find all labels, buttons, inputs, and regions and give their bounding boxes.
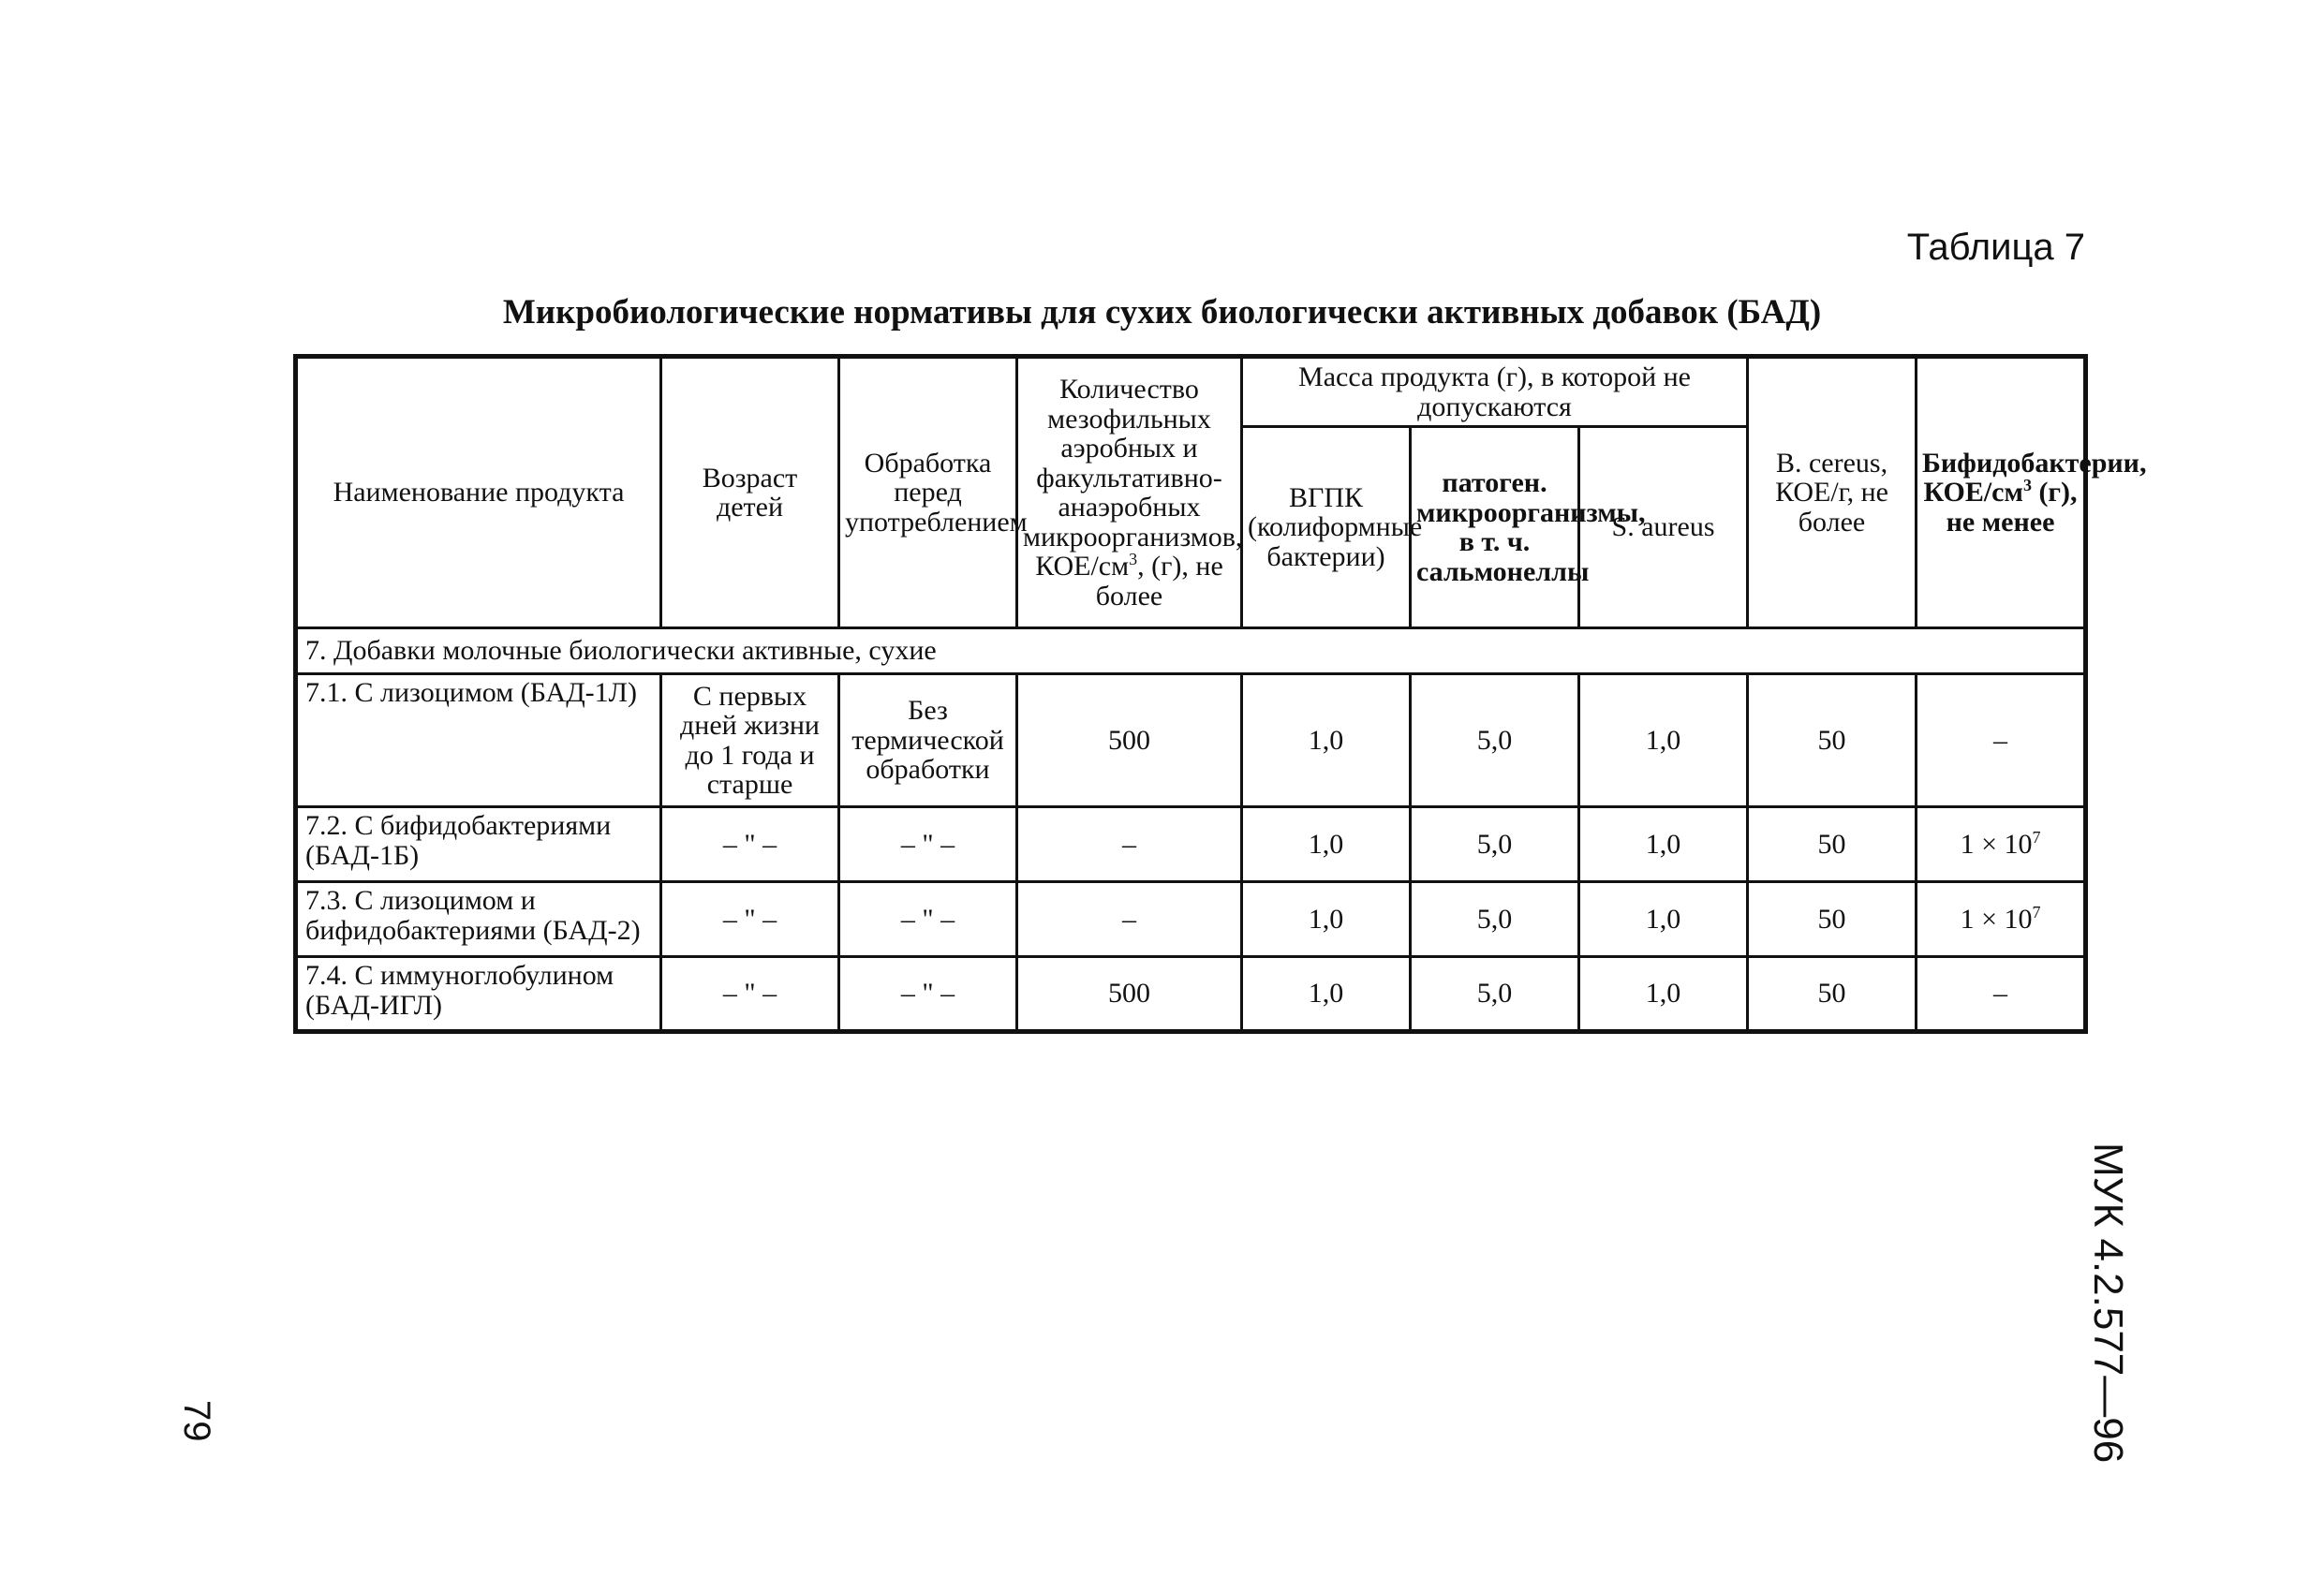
table-row [296,807,2086,882]
header-bifido-tail: (г), не менее [1946,477,2078,538]
header-b-cereus: B. cereus, КОЕ/г, не более [1748,357,1917,628]
header-children-age: Возраст детей [661,357,839,628]
table-number-label: Таблица 7 [1906,227,2085,268]
header-mass-group: Масса продукта (г), в которой не допускаются [1242,357,1748,427]
cell-bifido-exp: 7 [2032,902,2041,921]
cell-s-aureus: 1,0 [1579,882,1748,957]
standards-table [293,354,2147,1034]
header-coliform: ВГПК (колиформные бактерии) [1242,427,1411,628]
cell-pathogens: 5,0 [1411,957,1579,1032]
cell-treatment: – " – [839,807,1017,882]
standards-table-container [293,354,2147,1034]
cell-mesophilic: – [1017,882,1242,957]
header-bifidobacteria [1917,357,2147,628]
cell-b-cereus: 50 [1748,957,1917,1032]
cell-product-name: 7.1. С лизоцимом (БАД-1Л) [296,674,661,807]
header-mesophilic-count [1017,357,1242,628]
cell-bifido [1917,882,2086,957]
table-row [296,882,2086,957]
cell-treatment: Без термической обработки [839,674,1017,807]
header-bifido-text: Бифидобактерии, КОЕ/см [1922,447,2147,509]
cell-bifido [1917,957,2086,1032]
cell-bifido-exp: 7 [2032,827,2041,847]
cell-coliform: 1,0 [1242,674,1411,807]
header-product-name: Наименование продукта [296,357,661,628]
header-pathogens: патоген. микроорганизмы, в т. ч. сальмонеллы [1411,427,1579,628]
cell-coliform: 1,0 [1242,957,1411,1032]
cell-product-name: 7.4. С иммуноглобулином (БАД-ИГЛ) [296,957,661,1032]
cell-bifido [1917,674,2086,807]
header-treatment: Обработка перед употреблением [839,357,1017,628]
cell-pathogens: 5,0 [1411,882,1579,957]
cell-age: – " – [661,957,839,1032]
page-number: 79 [176,1400,217,1442]
header-mesophilic-sup: 3 [1129,550,1138,568]
cell-bifido-base: 1 × 10 [1960,828,2033,860]
cell-coliform: 1,0 [1242,807,1411,882]
cell-s-aureus: 1,0 [1579,807,1748,882]
cell-mesophilic: 500 [1017,957,1242,1032]
cell-s-aureus: 1,0 [1579,957,1748,1032]
cell-bifido-base: – [1993,724,2008,756]
cell-b-cereus: 50 [1748,674,1917,807]
cell-treatment: – " – [839,882,1017,957]
header-s-aureus: S. aureus [1579,427,1748,628]
cell-b-cereus: 50 [1748,807,1917,882]
header-mesophilic-text: Количество мезофильных аэробных и факультативно-анаэробных микроорганизмов, КОЕ/см [1023,374,1243,582]
document-code: МУК 4.2.577—96 [2085,1142,2131,1464]
cell-pathogens: 5,0 [1411,674,1579,807]
cell-product-name: 7.2. С бифидобактериями (БАД-1Б) [296,807,661,882]
section-row-title: 7. Добавки молочные биологически активные, сухие [296,628,2086,674]
cell-age: С первых дней жизни до 1 года и старше [661,674,839,807]
cell-pathogens: 5,0 [1411,807,1579,882]
cell-age: – " – [661,882,839,957]
cell-product-name: 7.3. С лизоцимом и бифидобактериями (БАД-2) [296,882,661,957]
table-row [296,957,2086,1032]
cell-age: – " – [661,807,839,882]
header-mesophilic-tail: , (г), не более [1095,551,1223,612]
cell-mesophilic: – [1017,807,1242,882]
cell-treatment: – " – [839,957,1017,1032]
table-row [296,674,2086,807]
cell-bifido-base: – [1993,978,2008,1010]
header-bifido-sup: 3 [2022,476,2032,495]
cell-bifido [1917,807,2086,882]
table-title: Микробиологические нормативы для сухих биологически активных добавок (БАД) [502,293,1822,332]
cell-mesophilic: 500 [1017,674,1242,807]
cell-b-cereus: 50 [1748,882,1917,957]
cell-bifido-base: 1 × 10 [1960,903,2033,935]
cell-coliform: 1,0 [1242,882,1411,957]
cell-s-aureus: 1,0 [1579,674,1748,807]
